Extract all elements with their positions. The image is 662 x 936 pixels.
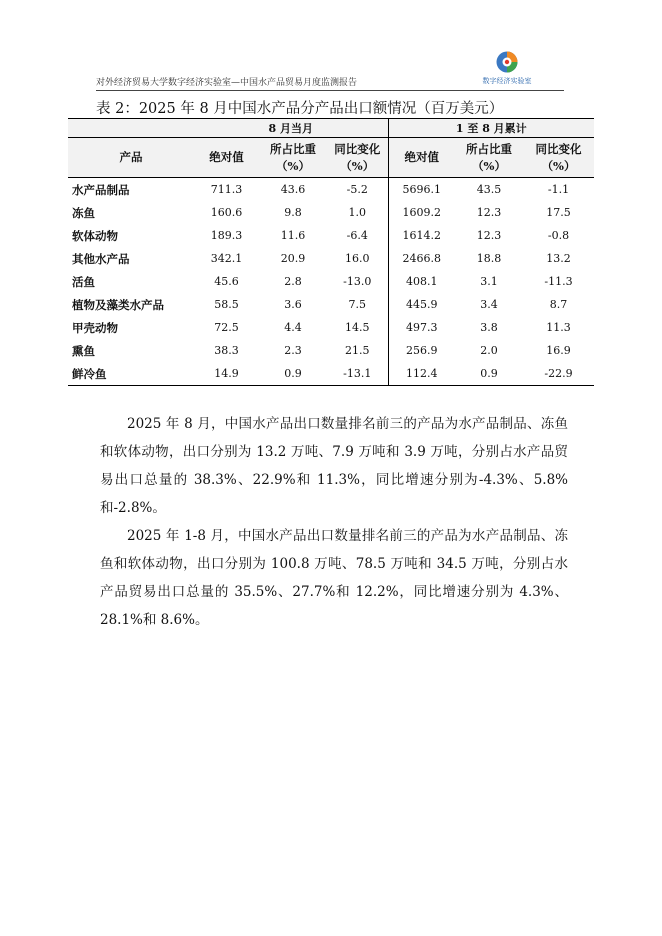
table-row: [68, 224, 594, 247]
table-row: [68, 293, 594, 316]
cell-month-share: 20.9: [280, 252, 306, 265]
cell-month-yoy: 1.0: [348, 206, 367, 219]
group-header-month: 8 月当月: [194, 119, 388, 138]
lab-logo-icon: [495, 50, 519, 74]
header-line: 所占比重: [270, 141, 316, 156]
cell-cum-share: 43.5: [476, 183, 502, 196]
column-header-month-share: [259, 138, 327, 178]
table-row: [68, 316, 594, 339]
cell-cum-share: 3.8: [480, 321, 498, 334]
cell-cum-value: 408.1: [388, 270, 455, 293]
table-row: [68, 178, 594, 202]
column-header-product: 产品: [68, 138, 194, 178]
cell-cum-yoy: 17.5: [546, 206, 571, 219]
cell-cum-yoy: 16.9: [546, 344, 571, 357]
cell-month-value: 189.3: [210, 229, 243, 242]
cell-cum-yoy: -11.3: [544, 275, 573, 288]
header-line: 绝对值: [404, 150, 440, 164]
cell-product-name: 甲壳动物: [72, 320, 118, 335]
header-line: 绝对值: [209, 150, 244, 164]
cell-cum-share: 12.3: [476, 229, 502, 242]
cell-month-value: 72.5: [214, 321, 239, 334]
cell-cum-value: 5696.1: [388, 178, 455, 202]
cell-month-share: 43.6: [280, 183, 306, 196]
cell-month-share: 2.8: [284, 275, 302, 288]
cell-month-share: 9.8: [284, 206, 302, 219]
group-header-cumulative: 1 至 8 月累计: [388, 119, 594, 138]
table-row: [68, 270, 594, 293]
cell-month-value: 711.3: [210, 183, 243, 196]
cell-product-name: 冻鱼: [72, 205, 95, 220]
table-row: [68, 362, 594, 386]
cell-month-yoy: 21.5: [345, 344, 370, 357]
header-line: （%）: [276, 158, 310, 173]
column-header-cum-share: [455, 138, 523, 178]
header-title: 对外经济贸易大学数字经济实验室—中国水产品贸易月度监测报告: [96, 78, 358, 88]
header-line: （%）: [472, 158, 506, 173]
cell-month-yoy: -5.2: [346, 183, 368, 196]
table-body: [68, 178, 594, 386]
table-sub-header-row: [68, 138, 594, 178]
cell-cum-value: 445.9: [388, 293, 455, 316]
cell-product-name: 植物及藻类水产品: [72, 297, 164, 312]
cell-cum-share: 3.4: [480, 298, 498, 311]
cell-month-value: 14.9: [194, 362, 259, 386]
cell-cum-share: 3.1: [480, 275, 498, 288]
lab-logo-label: 数字经济实验室: [482, 77, 532, 85]
cell-month-value: 45.6: [214, 275, 239, 288]
cell-month-yoy: -6.4: [346, 229, 368, 242]
paragraph-jan-aug: 2025 年 1-8 月，中国水产品出口数量排名前三的产品为水产品制品、冻鱼和软体动物，出口分别为 100.8 万吨、78.5 万吨和 34.5 万吨，分别占水产品贸易出口总量的 35.5%、27.7%和 12.2%，同比增速分别为 4.3%、28.1%和 8.6%。: [100, 528, 568, 628]
export-table: [68, 118, 594, 386]
cell-month-yoy: -13.1: [327, 362, 388, 386]
header-line: 同比变化: [535, 141, 582, 156]
header-line: 所占比重: [466, 141, 513, 156]
cell-cum-yoy: 8.7: [549, 298, 568, 311]
cell-cum-value: 2466.8: [388, 247, 455, 270]
cell-month-share: 11.6: [280, 229, 306, 242]
cell-cum-value: 1609.2: [388, 201, 455, 224]
column-header-month-value: [194, 138, 259, 178]
header-line: （%）: [541, 158, 576, 173]
cell-month-share: 0.9: [259, 362, 327, 386]
cell-month-yoy: 14.5: [345, 321, 370, 334]
cell-product-name: 其他水产品: [72, 251, 130, 266]
cell-product-name: 熏鱼: [72, 343, 95, 358]
table-row: [68, 201, 594, 224]
table-header-blank: [68, 119, 194, 138]
cell-month-value: 160.6: [210, 206, 243, 219]
header-line: 同比变化: [334, 141, 381, 156]
cell-cum-yoy: -22.9: [523, 362, 594, 386]
cell-cum-value: 497.3: [388, 316, 455, 339]
cell-product-name: 活鱼: [72, 274, 95, 289]
cell-month-yoy: -13.0: [343, 275, 372, 288]
header-line: （%）: [340, 158, 375, 173]
cell-cum-share: 2.0: [480, 344, 498, 357]
cell-cum-value: 256.9: [388, 339, 455, 362]
page-header: [96, 50, 564, 91]
cell-cum-yoy: 11.3: [546, 321, 571, 334]
cell-cum-share: 18.8: [476, 252, 502, 265]
column-header-cum-yoy: [523, 138, 594, 178]
table-group-header-row: [68, 119, 594, 138]
cell-product-name: 软体动物: [72, 228, 118, 243]
cell-month-yoy: 7.5: [348, 298, 367, 311]
cell-cum-share: 12.3: [476, 206, 502, 219]
column-header-cum-value: [388, 138, 455, 178]
cell-month-value: 342.1: [210, 252, 243, 265]
cell-product-name: 水产品制品: [72, 182, 130, 197]
cell-month-share: 4.4: [284, 321, 302, 334]
cell-month-yoy: 16.0: [345, 252, 370, 265]
cell-cum-value: 1614.2: [388, 224, 455, 247]
table-row: [68, 247, 594, 270]
column-header-month-yoy: [327, 138, 388, 178]
cell-month-share: 2.3: [284, 344, 302, 357]
cell-cum-yoy: -1.1: [547, 183, 570, 196]
cell-cum-yoy: -0.8: [547, 229, 570, 242]
cell-cum-share: 0.9: [455, 362, 523, 386]
cell-product-name: 鲜冷鱼: [68, 362, 194, 386]
table-caption: 表 2：2025 年 8 月中国水产品分产品出口额情况（百万美元）: [96, 101, 504, 117]
lab-logo: [472, 50, 542, 88]
cell-cum-yoy: 13.2: [546, 252, 571, 265]
cell-month-share: 3.6: [284, 298, 302, 311]
cell-cum-value: 112.4: [388, 362, 455, 386]
cell-month-value: 58.5: [214, 298, 239, 311]
table-row: [68, 339, 594, 362]
cell-month-value: 38.3: [214, 344, 239, 357]
paragraph-august: 2025 年 8 月，中国水产品出口数量排名前三的产品为水产品制品、冻鱼和软体动物，出口分别为 13.2 万吨、7.9 万吨和 3.9 万吨，分别占水产品贸易出口总量的 38.3%、22.9%和 11.3%，同比增速分别为-4.3%、5.8%和-2.8%。: [100, 416, 568, 516]
